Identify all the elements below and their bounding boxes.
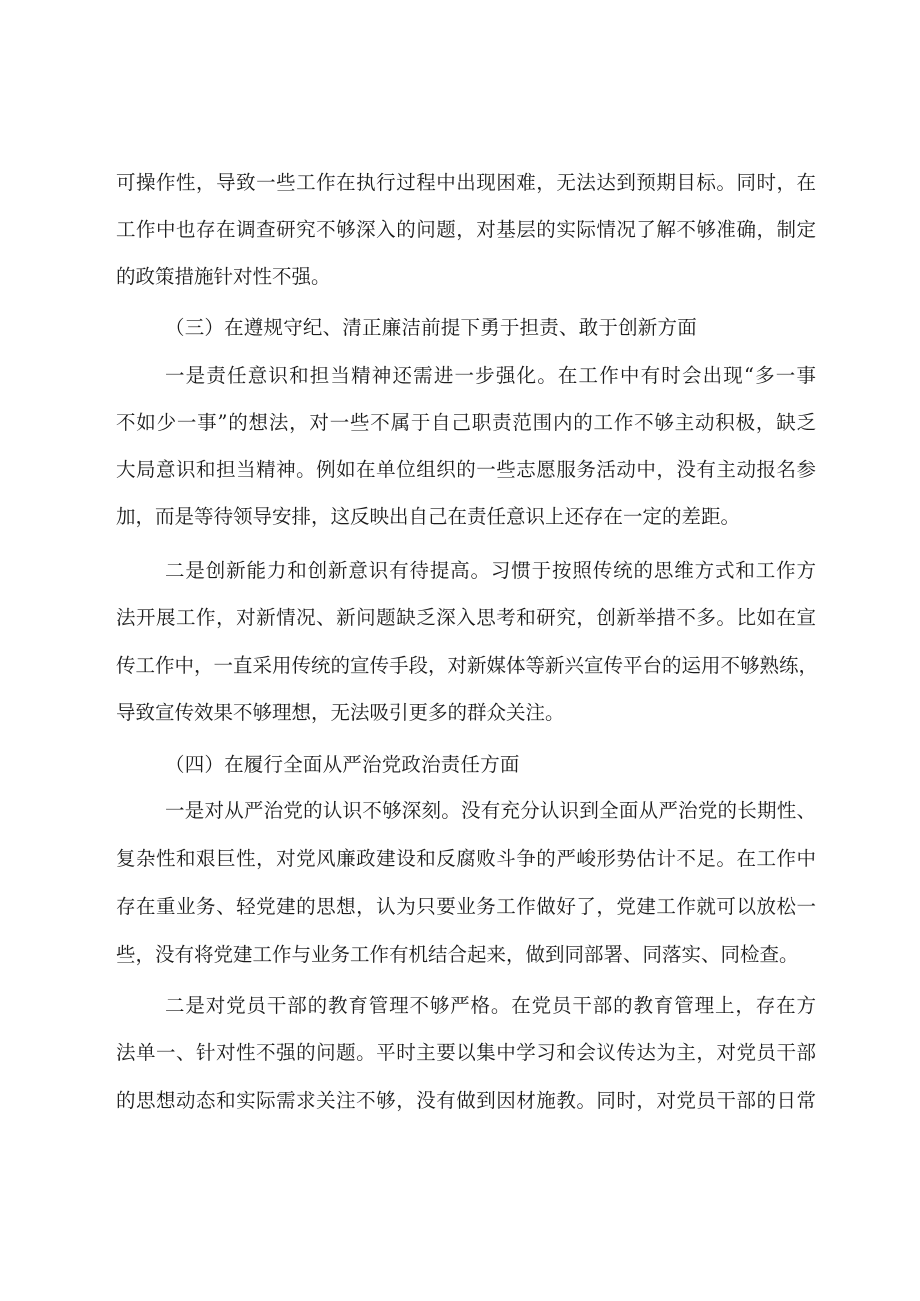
paragraph-line: 法单一、针对性不强的问题。平时主要以集中学习和会议传达为主，对党员干部 (116, 1041, 816, 1064)
paragraph-line: 加，而是等待领导安排，这反映出自己在责任意识上还存在一定的差距。 (116, 505, 741, 528)
paragraph-line: 不如少一事”的想法，对一些不属于自己职责范围内的工作不够主动积极，缺乏 (116, 411, 816, 434)
section-heading-4: （四）在履行全面从严治党政治责任方面 (165, 753, 520, 776)
paragraph-line: 二是对党员干部的教育管理不够严格。在党员干部的教育管理上，存在方 (165, 994, 816, 1017)
paragraph-line: 大局意识和担当精神。例如在单位组织的一些志愿服务活动中，没有主动报名参 (116, 458, 816, 481)
paragraph-line: 工作中也存在调查研究不够深入的问题，对基层的实际情况了解不够准确，制定 (116, 218, 816, 241)
paragraph-line: 的政策措施针对性不强。 (116, 265, 331, 288)
paragraph-line: 的思想动态和实际需求关注不够，没有做到因材施教。同时，对党员干部的日常 (116, 1089, 816, 1112)
section-heading-3: （三）在遵规守纪、清正廉洁前提下勇于担责、敢于创新方面 (165, 316, 697, 339)
paragraph-line: 复杂性和艰巨性，对党风廉政建设和反腐败斗争的严峻形势估计不足。在工作中 (116, 847, 816, 870)
paragraph-line: 法开展工作，对新情况、新问题缺乏深入思考和研究，创新举措不多。比如在宣 (116, 606, 816, 629)
paragraph-line: 导致宣传效果不够理想，无法吸引更多的群众关注。 (116, 701, 565, 724)
paragraph-line: 可操作性，导致一些工作在执行过程中出现困难，无法达到预期目标。同时，在 (116, 171, 816, 194)
paragraph-line: 一是对从严治党的认识不够深刻。没有充分认识到全面从严治党的长期性、 (165, 799, 816, 822)
paragraph-line: 些，没有将党建工作与业务工作有机结合起来，做到同部署、同落实、同检查。 (116, 943, 799, 966)
paragraph-line: 传工作中，一直采用传统的宣传手段，对新媒体等新兴宣传平台的运用不够熟练， (116, 654, 819, 677)
paragraph-line: 存在重业务、轻党建的思想，认为只要业务工作做好了，党建工作就可以放松一 (116, 895, 816, 918)
paragraph-line: 一是责任意识和担当精神还需进一步强化。在工作中有时会出现“多一事 (165, 364, 816, 387)
paragraph-line: 二是创新能力和创新意识有待提高。习惯于按照传统的思维方式和工作方 (165, 559, 816, 582)
